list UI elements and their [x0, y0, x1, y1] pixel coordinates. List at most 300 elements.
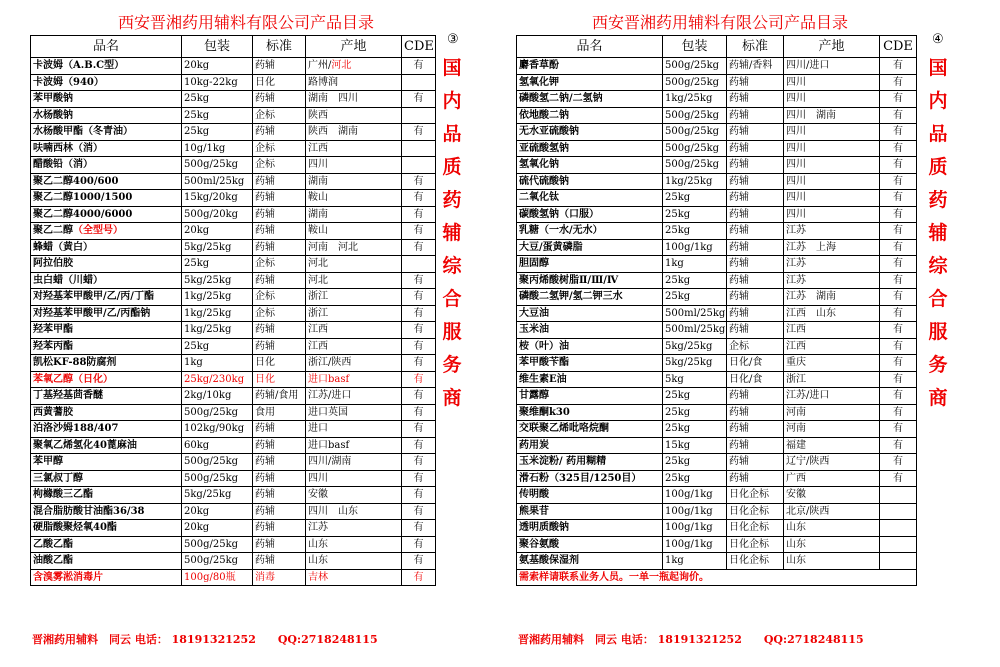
product-cde: 有 [402, 239, 436, 256]
product-origin [784, 371, 880, 388]
product-name [31, 124, 182, 141]
product-cde: 有 [880, 388, 917, 405]
product-pack: 20kg [182, 503, 253, 520]
product-origin-text: 浙江 [786, 373, 806, 385]
product-name [517, 503, 663, 520]
product-origin [306, 289, 402, 306]
product-cde: 有 [880, 305, 917, 322]
product-origin-text: 湖南 [308, 208, 328, 220]
table-row [31, 536, 436, 553]
product-cde: 有 [880, 58, 917, 75]
product-name [517, 437, 663, 454]
page-title: 西安晋湘药用辅料有限公司产品目录 [118, 13, 375, 32]
product-pack: 500g/25kg [182, 470, 253, 487]
product-origin [306, 272, 402, 289]
product-name-text: 大豆油 [519, 307, 549, 319]
product-cde [880, 553, 917, 570]
vertical-slogan-char: 药 [928, 189, 948, 211]
product-origin-text: 江苏 [786, 258, 806, 270]
product-name-text: 熊果苷 [519, 505, 549, 517]
product-name-text: 阿拉伯胶 [33, 258, 73, 270]
product-origin [306, 371, 402, 388]
product-name-text: 桉（叶）油 [519, 340, 569, 352]
product-name-text: 聚乙二醇4000/6000 [33, 208, 133, 220]
product-name-text: 无水亚硫酸钠 [519, 126, 579, 138]
product-pack: 100g/1kg [663, 487, 727, 504]
table-row [31, 190, 436, 207]
product-name-text: 滑石粉（325目/1250目） [519, 472, 642, 484]
vertical-slogan-char: 质 [442, 156, 462, 178]
product-standard: 药辅 [727, 173, 784, 190]
product-origin-text: 湖南 四川 [308, 93, 358, 105]
product-origin-text: 浙江/陕西 [308, 357, 352, 369]
product-name [517, 371, 663, 388]
product-cde: 有 [880, 322, 917, 339]
product-origin-text: 四川 [786, 93, 806, 105]
product-origin [306, 91, 402, 108]
product-cde: 有 [880, 91, 917, 108]
table-row [517, 421, 917, 438]
product-origin [784, 487, 880, 504]
product-pack: 100g/1kg [663, 503, 727, 520]
product-cde: 有 [402, 124, 436, 141]
product-name-text: 醋酸铅（消） [33, 159, 93, 171]
vertical-slogan-char: 品 [442, 123, 462, 145]
table-row [31, 58, 436, 75]
product-pack: 25kg [663, 289, 727, 306]
product-cde [402, 157, 436, 174]
product-standard: 企标 [253, 305, 306, 322]
product-standard: 药辅 [253, 437, 306, 454]
product-cde: 有 [402, 190, 436, 207]
product-name [517, 206, 663, 223]
table-row [517, 503, 917, 520]
product-pack: 1kg/25kg [182, 305, 253, 322]
product-pack: 1kg [663, 553, 727, 570]
table-row [517, 223, 917, 240]
product-origin [784, 289, 880, 306]
product-name-text: 氨基酸保湿剂 [519, 555, 579, 567]
product-origin [784, 470, 880, 487]
header-cde: CDE [880, 36, 917, 58]
product-pack: 500ml/25kg [663, 322, 727, 339]
product-name-text: 水杨酸钠 [33, 109, 73, 121]
product-pack: 5kg/25kg [182, 487, 253, 504]
product-standard: 药辅 [253, 58, 306, 75]
product-name-text: 乳糖（一水/无水） [519, 225, 603, 237]
table-row [517, 74, 917, 91]
product-cde: 有 [402, 569, 436, 586]
product-origin-text: 河南 河北 [308, 241, 358, 253]
table-row [31, 124, 436, 141]
product-name-text: 混合脂肪酸甘油酯36/38 [33, 505, 145, 517]
product-pack: 25kg [663, 272, 727, 289]
product-name-text: 凯松KF-88防腐剂 [33, 357, 117, 369]
product-name [517, 470, 663, 487]
product-name [517, 322, 663, 339]
product-pack: 5kg [663, 371, 727, 388]
product-origin [306, 437, 402, 454]
product-pack: 500g/25kg [182, 404, 253, 421]
product-origin-text: 进口basf [308, 373, 350, 385]
table-row [517, 91, 917, 108]
product-pack: 1kg [182, 355, 253, 372]
product-name-text: 玉米油 [519, 324, 549, 336]
table-row [31, 437, 436, 454]
product-origin-text: 四川/进口 [786, 60, 830, 72]
product-name [517, 124, 663, 141]
product-standard: 药辅 [727, 157, 784, 174]
table-row [517, 173, 917, 190]
product-origin [784, 190, 880, 207]
product-origin-text: 四川 [786, 175, 806, 187]
product-origin-text: 四川 [786, 208, 806, 220]
product-standard: 药辅 [253, 206, 306, 223]
table-row [31, 239, 436, 256]
product-cde: 有 [880, 272, 917, 289]
product-standard: 药辅 [727, 190, 784, 207]
product-name [31, 470, 182, 487]
table-row [517, 388, 917, 405]
table-row [517, 487, 917, 504]
product-origin-text: 进口英国 [308, 406, 348, 418]
header-name: 品名 [31, 36, 182, 58]
product-pack: 5kg/25kg [182, 272, 253, 289]
product-cde: 有 [880, 107, 917, 124]
product-name [517, 157, 663, 174]
product-standard: 药辅 [253, 91, 306, 108]
product-origin [306, 536, 402, 553]
product-pack: 5kg/25kg [663, 355, 727, 372]
product-name [31, 91, 182, 108]
product-standard: 企标 [253, 140, 306, 157]
product-name-text: 聚乙二醇1000/1500 [33, 192, 133, 204]
product-standard: 药辅 [727, 272, 784, 289]
product-cde: 有 [402, 503, 436, 520]
header-pack: 包装 [663, 36, 727, 58]
product-pack: 500g/20kg [182, 206, 253, 223]
product-standard: 药辅 [253, 173, 306, 190]
table-row [31, 487, 436, 504]
product-origin [306, 58, 402, 75]
product-standard: 日化 [253, 355, 306, 372]
product-standard: 药辅 [253, 553, 306, 570]
product-name-text: 硬脂酸聚烃氧40酯 [33, 522, 117, 534]
product-cde: 有 [880, 454, 917, 471]
product-cde: 有 [402, 371, 436, 388]
product-cde: 有 [402, 272, 436, 289]
product-cde: 有 [402, 338, 436, 355]
product-origin-text: 四川 [786, 126, 806, 138]
product-name [517, 388, 663, 405]
product-name [517, 256, 663, 273]
product-name [517, 536, 663, 553]
product-origin-text: 重庆 [786, 357, 806, 369]
product-cde: 有 [880, 289, 917, 306]
table-row [517, 107, 917, 124]
product-name-text: 维生素E油 [519, 373, 567, 385]
product-pack: 25kg [182, 91, 253, 108]
product-origin [784, 223, 880, 240]
product-cde: 有 [880, 190, 917, 207]
product-standard: 药辅/香料 [727, 58, 784, 75]
product-origin [306, 140, 402, 157]
product-pack: 5kg/25kg [663, 338, 727, 355]
vertical-slogan-char: 内 [928, 90, 948, 112]
product-name-text: 聚谷氨酸 [519, 538, 559, 550]
product-name [31, 107, 182, 124]
product-name-text: 聚氧乙烯氢化40蓖麻油 [33, 439, 137, 451]
table-row [31, 140, 436, 157]
product-origin [306, 487, 402, 504]
product-pack: 25kg [663, 404, 727, 421]
vertical-slogan-char: 综 [442, 255, 462, 277]
vertical-slogan-char: 品 [928, 123, 948, 145]
product-standard: 药辅 [727, 454, 784, 471]
vertical-slogan [440, 52, 464, 415]
product-standard: 药辅 [727, 437, 784, 454]
product-standard: 企标 [253, 107, 306, 124]
header-origin: 产地 [306, 36, 402, 58]
product-name-text: 麝香草酚 [519, 60, 559, 72]
product-name-text: 亚硫酸氢钠 [519, 142, 569, 154]
product-pack: 25kg [663, 190, 727, 207]
table-row [31, 305, 436, 322]
product-standard: 药辅 [727, 239, 784, 256]
product-origin-text: 江苏 [786, 274, 806, 286]
product-origin [784, 404, 880, 421]
table-row [517, 553, 917, 570]
product-name-text: 苯甲酸钠 [33, 93, 73, 105]
table-row [517, 206, 917, 223]
product-cde: 有 [402, 58, 436, 75]
product-pack: 10kg-22kg [182, 74, 253, 91]
product-cde: 有 [880, 256, 917, 273]
product-origin-text: 鞍山 [308, 225, 328, 237]
product-table [516, 35, 917, 586]
product-name [517, 173, 663, 190]
product-origin-text: 四川 [308, 472, 328, 484]
product-origin-note: 河北 [331, 60, 352, 72]
product-origin-text: 河南 [786, 423, 806, 435]
product-origin [306, 256, 402, 273]
footer-contact: 晋湘药用辅料 同云 电话： 18191321252 QQ:2718248115 [518, 633, 864, 646]
product-origin-text: 北京/陕西 [786, 505, 830, 517]
product-origin-text: 河北 [308, 274, 328, 286]
product-name [31, 338, 182, 355]
product-pack: 500ml/25kg [182, 173, 253, 190]
table-row [517, 124, 917, 141]
product-standard: 药辅 [253, 190, 306, 207]
catalog-page-right [500, 0, 1000, 667]
product-origin [784, 454, 880, 471]
product-standard: 药辅 [727, 206, 784, 223]
table-row [31, 173, 436, 190]
product-name [31, 536, 182, 553]
page-number: ③ [447, 32, 459, 47]
vertical-slogan-char: 国 [442, 57, 462, 79]
notice-row [517, 569, 917, 586]
product-name-text: 磷酸二氢钾/氢二钾三水 [519, 291, 623, 303]
product-name-text: 二氧化钛 [519, 192, 559, 204]
product-standard: 药辅/食用 [253, 388, 306, 405]
product-standard: 企标 [253, 157, 306, 174]
product-standard: 药辅 [727, 91, 784, 108]
product-name [31, 256, 182, 273]
product-origin-text: 四川 [786, 192, 806, 204]
product-standard: 药辅 [727, 388, 784, 405]
product-pack: 1kg/25kg [663, 91, 727, 108]
header-standard: 标准 [727, 36, 784, 58]
table-row [31, 338, 436, 355]
product-cde: 有 [402, 322, 436, 339]
table-row [517, 272, 917, 289]
product-standard: 药辅 [253, 239, 306, 256]
product-origin [306, 107, 402, 124]
vertical-slogan-char: 商 [442, 387, 462, 409]
product-name [517, 553, 663, 570]
product-name-text: 丁基羟基茴香醚 [33, 390, 103, 402]
product-origin [306, 223, 402, 240]
product-pack: 20kg [182, 223, 253, 240]
product-cde: 有 [402, 437, 436, 454]
product-standard: 药辅 [253, 322, 306, 339]
product-name [31, 388, 182, 405]
product-name [517, 305, 663, 322]
product-origin [306, 338, 402, 355]
product-origin-text: 进口basf [308, 439, 350, 451]
table-row [31, 503, 436, 520]
product-cde: 有 [880, 173, 917, 190]
product-name-text: 聚乙二醇400/600 [33, 175, 119, 187]
product-name-text: 聚丙烯酸树脂Ⅱ/Ⅲ/Ⅳ [519, 274, 619, 286]
product-origin-text: 河南 [786, 406, 806, 418]
product-pack: 1kg/25kg [182, 289, 253, 306]
product-origin [306, 520, 402, 537]
product-origin [784, 355, 880, 372]
product-name-text: 乙酸乙酯 [33, 538, 73, 550]
product-origin [306, 569, 402, 586]
product-name-text: 水杨酸甲酯（冬青油） [33, 126, 133, 138]
vertical-slogan-char: 质 [928, 156, 948, 178]
product-name [31, 569, 182, 586]
table-row [517, 157, 917, 174]
table-row [517, 190, 917, 207]
vertical-slogan [926, 52, 950, 415]
table-row [31, 470, 436, 487]
product-name [31, 553, 182, 570]
product-origin-text: 江西 山东 [786, 307, 836, 319]
product-pack: 100g/1kg [663, 520, 727, 537]
table-row [517, 404, 917, 421]
table-row [31, 206, 436, 223]
product-name-text: 硫代硫酸钠 [519, 175, 569, 187]
product-pack: 500g/25kg [182, 157, 253, 174]
product-name-text: 对羟基苯甲酸甲/乙/丙/丁酯 [33, 291, 154, 303]
product-origin-text: 四川 山东 [308, 505, 358, 517]
product-origin-text: 湖南 [308, 175, 328, 187]
product-name [31, 74, 182, 91]
product-name-text: 甘露醇 [519, 390, 549, 402]
vertical-slogan-char: 务 [928, 354, 948, 376]
product-standard: 药辅 [253, 536, 306, 553]
product-origin-text: 江西 [786, 340, 806, 352]
product-cde: 有 [402, 289, 436, 306]
product-cde: 有 [880, 223, 917, 240]
vertical-slogan-char: 合 [928, 288, 948, 310]
product-cde: 有 [880, 404, 917, 421]
product-standard: 日化企标 [727, 520, 784, 537]
product-origin [306, 239, 402, 256]
product-name-text: 油酸乙酯 [33, 555, 73, 567]
product-origin [306, 355, 402, 372]
product-name-text: 氢氧化钾 [519, 76, 559, 88]
product-cde: 有 [402, 536, 436, 553]
product-name [31, 454, 182, 471]
table-row [31, 388, 436, 405]
product-name-text: 传明酸 [519, 489, 549, 501]
product-origin [306, 404, 402, 421]
product-cde: 有 [880, 355, 917, 372]
product-name-text: 药用炭 [519, 439, 549, 451]
table-row [517, 355, 917, 372]
product-name [517, 487, 663, 504]
product-name-text: 虫白蜡（川蜡） [33, 274, 103, 286]
product-origin [306, 173, 402, 190]
product-cde: 有 [402, 91, 436, 108]
product-origin [306, 124, 402, 141]
product-pack: 500g/25kg [663, 140, 727, 157]
product-name-text: 苯甲酸苄酯 [519, 357, 569, 369]
product-origin [784, 91, 880, 108]
product-cde: 有 [880, 470, 917, 487]
product-origin [784, 322, 880, 339]
product-origin-text: 江苏 [786, 225, 806, 237]
product-name [31, 239, 182, 256]
product-origin-text: 路博润 [308, 76, 338, 88]
product-origin-text: 山东 [308, 555, 328, 567]
product-name [517, 355, 663, 372]
product-origin [784, 140, 880, 157]
product-name-text: 胆固醇 [519, 258, 549, 270]
table-row [31, 520, 436, 537]
vertical-slogan-char: 内 [442, 90, 462, 112]
product-pack: 500g/25kg [182, 536, 253, 553]
product-name-text: 卡波姆（940） [33, 76, 104, 88]
product-origin [784, 239, 880, 256]
product-origin [784, 338, 880, 355]
product-name [517, 107, 663, 124]
product-name [31, 305, 182, 322]
product-cde: 有 [402, 520, 436, 537]
product-name [31, 223, 182, 240]
table-row [31, 371, 436, 388]
product-standard: 药辅 [253, 454, 306, 471]
table-row [517, 256, 917, 273]
product-origin [784, 74, 880, 91]
product-name-text: 枸橼酸三乙酯 [33, 489, 93, 501]
product-standard: 药辅 [727, 470, 784, 487]
product-origin [784, 421, 880, 438]
product-name-text: 聚维酮k30 [519, 406, 570, 418]
product-name [517, 404, 663, 421]
product-cde: 有 [402, 404, 436, 421]
product-cde: 有 [880, 338, 917, 355]
product-cde: 有 [880, 74, 917, 91]
table-row [31, 91, 436, 108]
product-standard: 药辅 [727, 305, 784, 322]
product-cde: 有 [402, 223, 436, 240]
